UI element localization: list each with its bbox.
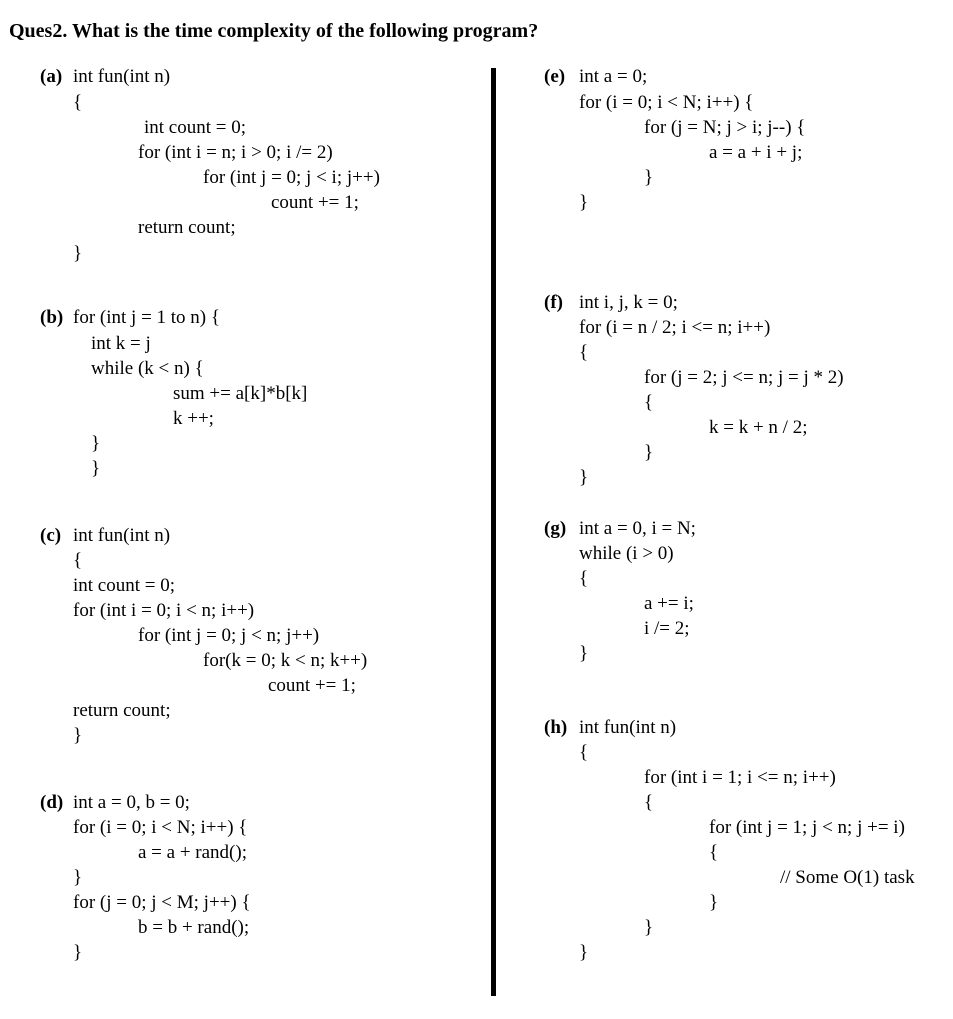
code-line: } [644, 442, 654, 463]
code-line: } [73, 725, 83, 746]
problem-f-label: (f) [544, 292, 563, 313]
code-line: } [579, 192, 589, 213]
code-line: } [579, 942, 589, 963]
code-line: { [73, 92, 83, 113]
code-line: for (j = 2; j <= n; j = j * 2) [644, 367, 844, 388]
code-line: } [73, 942, 83, 963]
code-line: for (j = N; j > i; j--) { [644, 117, 806, 138]
code-line: for (int i = n; i > 0; i /= 2) [138, 142, 333, 163]
code-line: int a = 0, b = 0; [73, 792, 190, 813]
problem-d-label: (d) [40, 792, 64, 813]
code-line: sum += a[k]*b[k] [173, 383, 308, 404]
code-line: } [91, 433, 101, 454]
code-line: int k = j [91, 333, 151, 354]
code-line: count += 1; [271, 192, 359, 213]
code-line: for (int j = 0; j < i; j++) [203, 167, 380, 188]
code-line: { [709, 842, 719, 863]
code-line: a = a + rand(); [138, 842, 247, 863]
code-line: a = a + i + j; [709, 142, 803, 163]
code-line: { [579, 342, 589, 363]
code-line: { [644, 792, 654, 813]
code-line: return count; [73, 700, 171, 721]
code-line: { [644, 392, 654, 413]
code-line: return count; [138, 217, 236, 238]
code-comment: // Some O(1) task [780, 867, 915, 888]
code-line: for (int i = 1; i <= n; i++) [644, 767, 836, 788]
code-line: } [579, 643, 589, 664]
problem-a-label: (a) [40, 66, 63, 87]
column-divider [491, 68, 496, 996]
code-line: i /= 2; [644, 618, 690, 639]
code-line: } [644, 917, 654, 938]
code-line: } [709, 892, 719, 913]
code-line: { [579, 568, 589, 589]
code-line: { [73, 550, 83, 571]
code-line: while (k < n) { [91, 358, 204, 379]
code-line: for (int j = 0; j < n; j++) [138, 625, 320, 646]
question-title: Ques2. What is the time complexity of the following program? [9, 20, 539, 42]
code-line: k ++; [173, 408, 214, 429]
code-line: int a = 0, i = N; [579, 518, 696, 539]
code-line: for (i = 0; i < N; i++) { [579, 92, 754, 113]
problem-h-label: (h) [544, 717, 568, 738]
code-line: for (int i = 0; i < n; i++) [73, 600, 255, 621]
problem-g-label: (g) [544, 518, 567, 539]
code-line: for (int j = 1 to n) { [73, 307, 221, 328]
code-line: } [73, 867, 83, 888]
code-line: int count = 0; [144, 117, 247, 138]
code-line: int fun(int n) [73, 525, 171, 546]
code-line: count += 1; [268, 675, 356, 696]
code-line: { [579, 742, 589, 763]
code-line: for (i = 0; i < N; i++) { [73, 817, 248, 838]
code-line: } [91, 458, 101, 479]
code-line: int a = 0; [579, 66, 648, 87]
code-line: int i, j, k = 0; [579, 292, 678, 313]
problem-b-label: (b) [40, 307, 64, 328]
code-line: for (i = n / 2; i <= n; i++) [579, 317, 771, 338]
code-line: a += i; [644, 593, 694, 614]
code-line: int fun(int n) [73, 66, 171, 87]
code-line: } [73, 243, 83, 264]
code-line: } [579, 467, 589, 488]
code-line: while (i > 0) [579, 543, 674, 564]
code-line: for(k = 0; k < n; k++) [203, 650, 368, 671]
code-line: for (int j = 1; j < n; j += i) [709, 817, 905, 838]
problem-c-label: (c) [40, 525, 62, 546]
code-line: b = b + rand(); [138, 917, 250, 938]
problem-e-label: (e) [544, 66, 566, 87]
code-line: int count = 0; [73, 575, 176, 596]
code-line: for (j = 0; j < M; j++) { [73, 892, 251, 913]
code-line: k = k + n / 2; [709, 417, 808, 438]
code-line: } [644, 167, 654, 188]
code-line: int fun(int n) [579, 717, 677, 738]
